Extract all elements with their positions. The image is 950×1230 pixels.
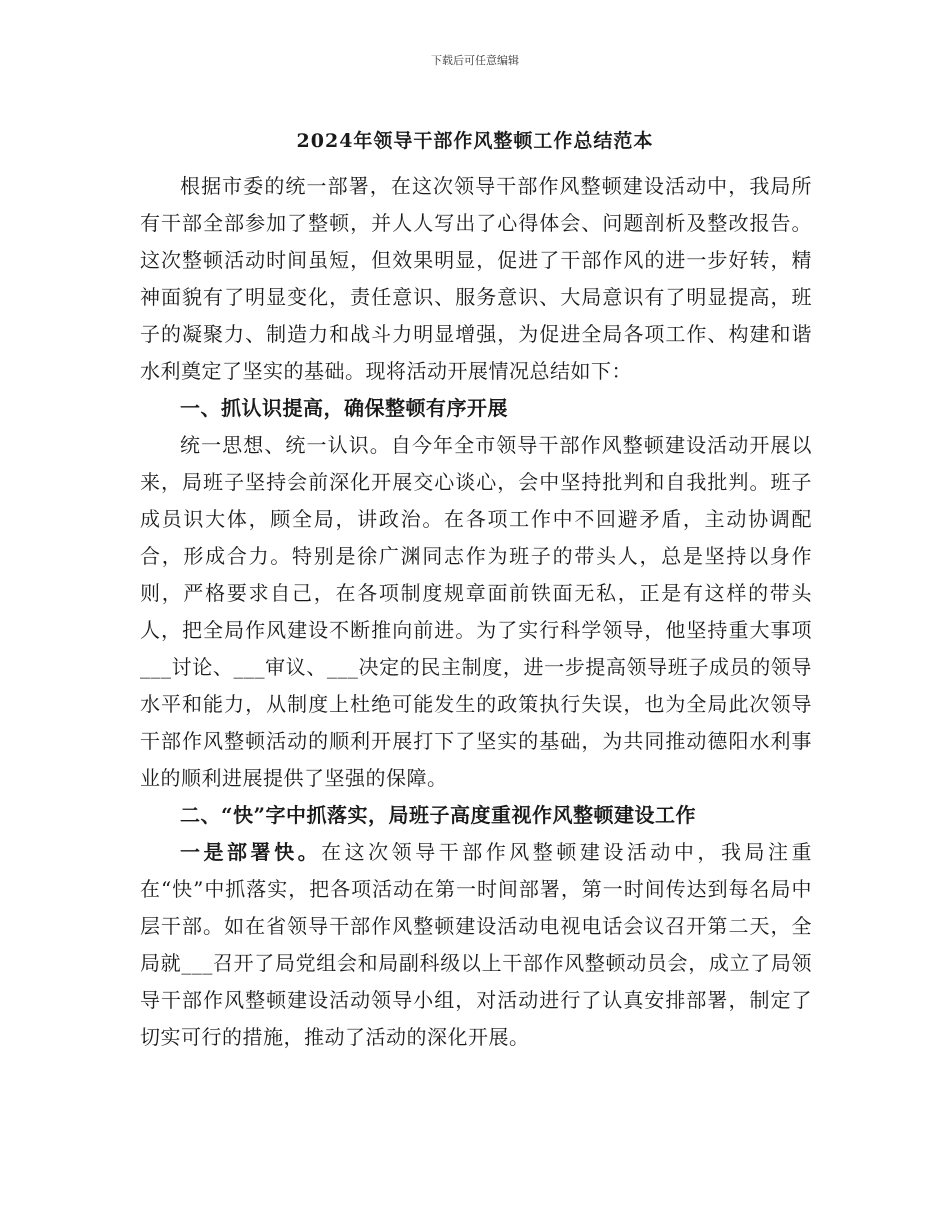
section-2-lead: 一是部署快。: [180, 840, 322, 864]
section-1-paragraph: 统一思想、统一认识。自今年全市领导干部作风整顿建设活动开展以来，局班子坚持会前深化开展交心谈心，会中坚持批判和自我批判。班子成员识大体，顾全局，讲政治。在各项工作中不回避矛盾，主动协调配合，形成合力。特别是徐广渊同志作为班子的带头人，总是坚持以身作则，严格要求自己，在各项制度规章面前铁面无私，正是有这样的带头人，把全局作风建设不断推向前进。为了实行科学领导，他坚持重大事项___讨论、___审议、___决定的民主制度，进一步提高领导班子成员的领导水平和能力，从制度上杜绝可能发生的政策执行失误，也为全局此次领导干部作风整顿活动的顺利开展打下了坚实的基础，为共同推动德阳水利事业的顺利进展提供了坚强的保障。: [140, 433, 812, 790]
document-body: [140, 168, 812, 1056]
section-1-heading: 一、抓认识提高，确保整顿有序开展: [180, 396, 508, 420]
section-2-paragraph: [140, 834, 812, 1056]
section-2-heading: 二、“快”字中抓落实，局班子高度重视作风整顿建设工作: [180, 803, 697, 827]
intro-paragraph: 根据市委的统一部署，在这次领导干部作风整顿建设活动中，我局所有干部全部参加了整顿，并人人写出了心得体会、问题剖析及整改报告。这次整顿活动时间虽短，但效果明显，促进了干部作风的进一步好转，精神面貌有了明显变化，责任意识、服务意识、大局意识有了明显提高，班子的凝聚力、制造力和战斗力明显增强，为促进全局各项工作、构建和谐水利奠定了坚实的基础。现将活动开展情况总结如下：: [140, 174, 812, 383]
document-title: 2024年领导干部作风整顿工作总结范本: [296, 130, 654, 152]
header-note: 下载后可任意编辑: [431, 54, 519, 67]
section-2-body: 在这次领导干部作风整顿建设活动中，我局注重在“快”中抓落实，把各项活动在第一时间部署，第一时间传达到每名局中层干部。如在省领导干部作风整顿建设活动电视电话会议召开第二天，全局就___召开了局党组会和局副科级以上干部作风整顿动员会，成立了局领导干部作风整顿建设活动领导小组，对活动进行了认真安排部署，制定了切实可行的措施，推动了活动的深化开展。: [140, 840, 813, 1049]
